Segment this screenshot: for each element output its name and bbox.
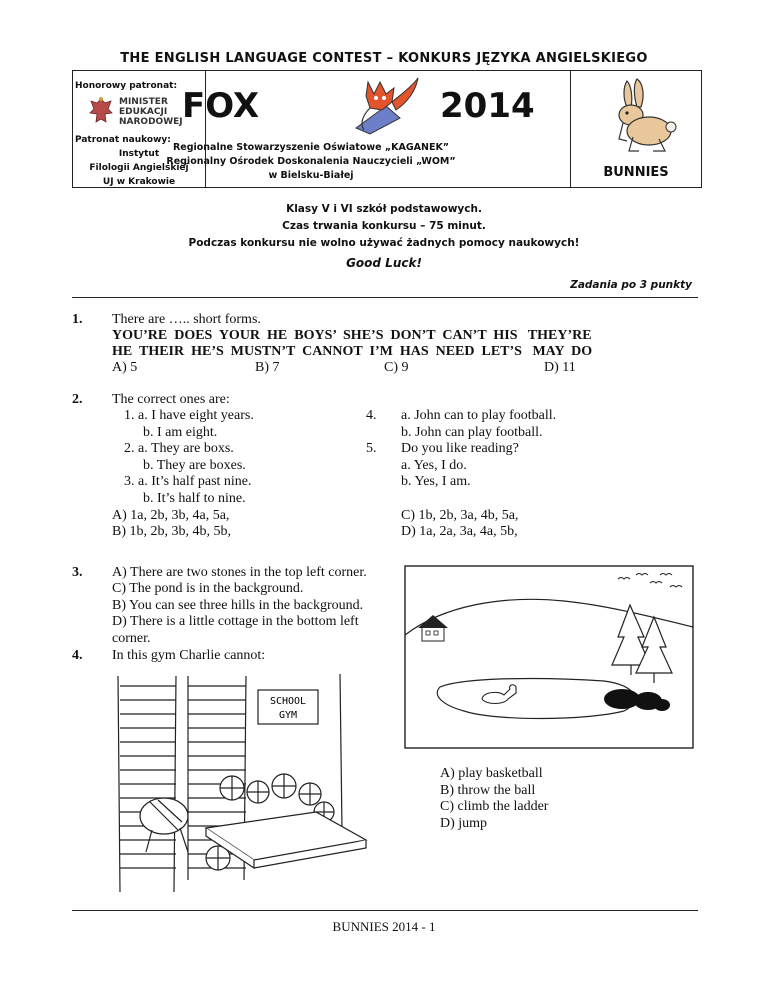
q1-words-line2: HE THEIR HE’S MUSTN’T CANNOT I’M HAS NEED LET’S MAY DO bbox=[112, 344, 593, 359]
q2-option-a[interactable]: A) 1a, 2b, 3b, 4a, 5a, bbox=[112, 508, 230, 523]
q3-option-b[interactable]: B) You can see three hills in the background. bbox=[112, 598, 364, 613]
fox-mascot-icon bbox=[346, 72, 424, 138]
organizer-line-1: Regionalne Stowarzyszenie Oświatowe „KAGANEK” bbox=[172, 142, 450, 153]
contest-info bbox=[0, 201, 768, 252]
q2-item-3a: 3. a. It’s half past nine. bbox=[124, 474, 252, 489]
ministry-line-3: NARODOWEJ bbox=[119, 117, 183, 127]
q2-item-5-question: Do you like reading? bbox=[401, 441, 519, 456]
scientific-line-2: Instytut bbox=[118, 149, 160, 159]
points-note: Zadania po 3 punkty bbox=[570, 279, 692, 291]
q1-stem: There are ….. short forms. bbox=[112, 312, 261, 327]
honorary-label: Honorowy patronat: bbox=[75, 81, 178, 91]
q3-option-c[interactable]: C) The pond is in the background. bbox=[112, 581, 304, 596]
landscape-picture bbox=[404, 565, 694, 749]
q4-stem: In this gym Charlie cannot: bbox=[112, 648, 266, 663]
contest-title: THE ENGLISH LANGUAGE CONTEST – KONKURS JĘZYKA ANGIELSKIEGO bbox=[120, 51, 648, 66]
scientific-line-4: UJ w Krakowie bbox=[102, 177, 176, 187]
info-line-1: Klasy V i VI szkół podstawowych. bbox=[286, 203, 482, 215]
q2-option-b[interactable]: B) 1b, 2b, 3b, 4b, 5b, bbox=[112, 524, 231, 539]
organizers bbox=[146, 141, 476, 183]
q3-number: 3. bbox=[72, 565, 83, 580]
ministry-logo-text bbox=[119, 97, 183, 127]
q1-option-a[interactable]: A) 5 bbox=[112, 360, 138, 375]
page-footer: BUNNIES 2014 - 1 bbox=[332, 919, 436, 934]
q3-option-a[interactable]: A) There are two stones in the top left corner. bbox=[112, 565, 367, 580]
q2-item-4-number: 4. bbox=[366, 408, 377, 423]
info-line-2: Czas trwania konkursu – 75 minut. bbox=[282, 220, 486, 232]
q2-item-1b: b. I am eight. bbox=[143, 425, 218, 440]
q2-item-5a: a. Yes, I do. bbox=[401, 458, 467, 473]
q2-item-2a: 2. a. They are boxs. bbox=[124, 441, 234, 456]
scientific-label: Patronat naukowy: bbox=[75, 135, 171, 145]
q2-number: 2. bbox=[72, 392, 83, 407]
sign-line-2: GYM bbox=[278, 710, 298, 721]
q1-option-d[interactable]: D) 11 bbox=[544, 360, 576, 375]
q4-option-d[interactable]: D) jump bbox=[440, 816, 488, 831]
q2-item-4b: b. John can play football. bbox=[401, 425, 543, 440]
q4-option-a[interactable]: A) play basketball bbox=[440, 766, 543, 781]
divider-bottom bbox=[72, 910, 698, 911]
q2-stem: The correct ones are: bbox=[112, 392, 230, 407]
contest-name: FOX bbox=[182, 86, 260, 126]
eagle-emblem-icon bbox=[89, 95, 113, 127]
q1-words-line1: YOU’RE DOES YOUR HE BOYS’ SHE’S DON’T CAN’T HIS THEY’RE bbox=[112, 328, 592, 343]
q1-option-c[interactable]: C) 9 bbox=[384, 360, 409, 375]
sign-line-1: SCHOOL bbox=[269, 696, 307, 707]
q4-option-c[interactable]: C) climb the ladder bbox=[440, 799, 549, 814]
q2-item-2b: b. They are boxes. bbox=[143, 458, 246, 473]
q2-item-5-number: 5. bbox=[366, 441, 377, 456]
scientific-line-3: Filologii Angielskiej bbox=[89, 163, 189, 173]
rabbit-illustration-icon bbox=[593, 77, 679, 159]
q1-option-b[interactable]: B) 7 bbox=[255, 360, 280, 375]
q2-item-3b: b. It’s half to nine. bbox=[143, 491, 246, 506]
contest-year: 2014 bbox=[440, 86, 535, 126]
category-column bbox=[570, 71, 701, 187]
info-line-3: Podczas konkursu nie wolno używać żadnych pomocy naukowych! bbox=[188, 237, 580, 249]
q2-option-c[interactable]: C) 1b, 2b, 3a, 4b, 5a, bbox=[401, 508, 519, 523]
q2-item-1a: 1. a. I have eight years. bbox=[124, 408, 254, 423]
vaulting-buck-icon bbox=[140, 798, 188, 852]
ministry-line-1: MINISTER bbox=[119, 97, 168, 107]
q3-option-d[interactable]: D) There is a little cottage in the bottom left bbox=[112, 614, 359, 629]
q2-item-4a: a. John can to play football. bbox=[401, 408, 557, 423]
q2-option-d[interactable]: D) 1a, 2a, 3a, 4a, 5b, bbox=[401, 524, 518, 539]
divider-top bbox=[72, 297, 698, 298]
q1-number: 1. bbox=[72, 312, 83, 327]
q4-option-b[interactable]: B) throw the ball bbox=[440, 783, 536, 798]
q4-number: 4. bbox=[72, 648, 83, 663]
ministry-line-2: EDUKACJI bbox=[119, 107, 168, 117]
organizer-line-2: Regionalny Ośrodek Doskonalenia Nauczycieli „WOM” bbox=[166, 156, 456, 167]
q2-item-5b: b. Yes, I am. bbox=[401, 474, 471, 489]
category-label: BUNNIES bbox=[603, 165, 669, 180]
gym-picture bbox=[110, 670, 446, 902]
good-luck: Good Luck! bbox=[346, 256, 422, 270]
q3-option-d-cont: corner. bbox=[112, 631, 151, 646]
organizer-line-3: w Bielsku-Białej bbox=[268, 170, 354, 181]
